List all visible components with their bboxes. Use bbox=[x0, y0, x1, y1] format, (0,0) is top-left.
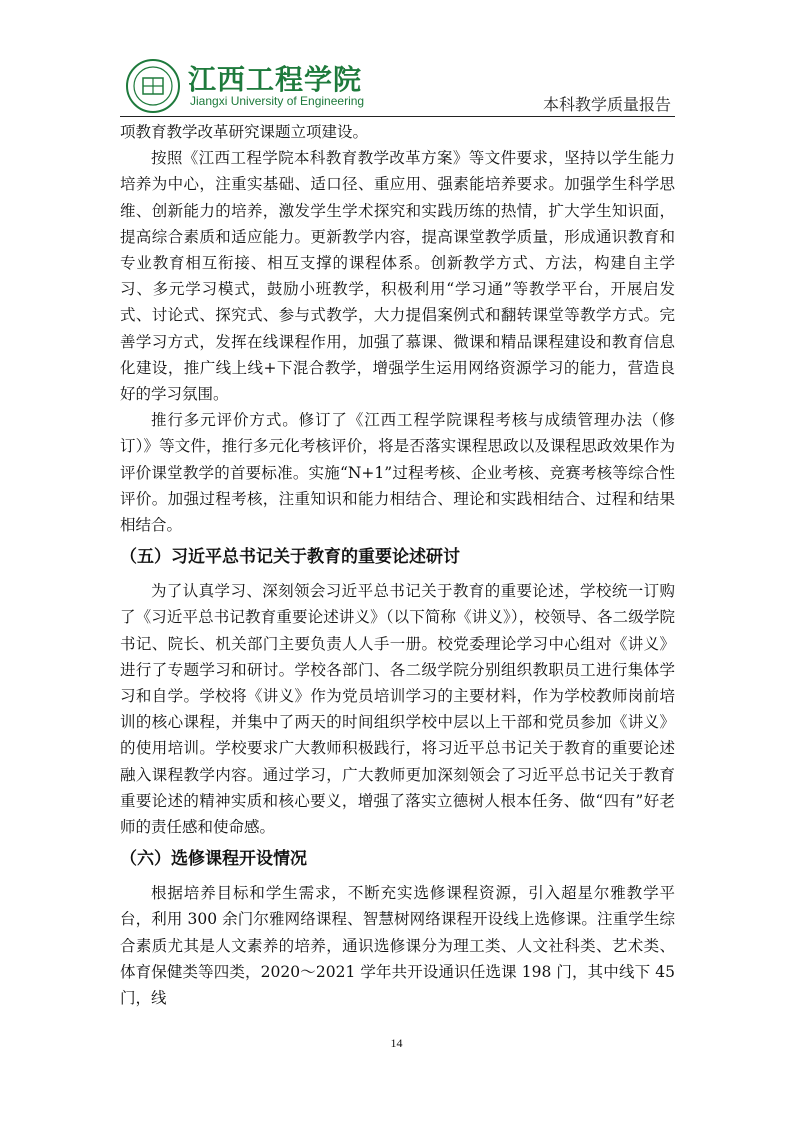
university-name-cn: 江西工程学院 bbox=[188, 63, 363, 96]
report-title: 本科教学质量报告 bbox=[542, 95, 671, 114]
section-heading-5: （五）习近平总书记关于教育的重要论述研讨 bbox=[120, 547, 460, 568]
university-name-en: Jiangxi University of Engineering bbox=[190, 94, 365, 108]
page-header bbox=[120, 58, 675, 114]
paragraph-continued: 项教育教学改革研究课题立项建设。 bbox=[120, 123, 369, 141]
paragraph-study: 为了认真学习、深刻领会习近平总书记关于教育的重要论述，学校统一订购了《习近平总书记教育重要论述讲义》（以下简称《讲义》），校领导、各二级学院书记、院长、机关部门主要负责人人手一册。校党委理论学习中心组对《讲义》进行了专题学习和研讨。学校各部门、各二级学院分别组织教职员工进行集体学习和自学。学校将《讲义》作为党员培训学习的主要材料，作为学校教师岗前培训的核心课程，并集中了两天的时间组织学校中层以上干部和党员参加《讲义》的使用培训。学校要求广大教师积极践行，将习近平总书记关于教育的重要论述融入课程教学内容。通过学习，广大教师更加深刻领会了习近平总书记关于教育重要论述的精神实质和核心要义，增强了落实立德树人根本任务、做“四有”好老师的责任感和使命感。 bbox=[120, 582, 675, 837]
header-divider bbox=[120, 116, 675, 117]
page-body bbox=[120, 119, 675, 1011]
university-seal-icon bbox=[125, 58, 181, 114]
paragraph-teaching-reform: 按照《江西工程学院本科教育教学改革方案》等文件要求，坚持以学生能力培养为中心，注重实基础、适口径、重应用、强素能培养要求。加强学生科学思维、创新能力的培养，激发学生学术探究和实践历练的热情，扩大学生知识面，提高综合素质和适应能力。更新教学内容，提高课堂教学质量，形成通识教育和专业教育相互衔接、相互支撑的课程体系。创新教学方式、方法，构建自主学习、多元学习模式，鼓励小班教学，积极利用“学习通”等教学平台，开展启发式、讨论式、探究式、参与式教学，大力提倡案例式和翻转课堂等教学方式。完善学习方式，发挥在线课程作用，加强了慕课、微课和精品课程建设和教育信息化建设，推广线上线+下混合教学，增强学生运用网络资源学习的能力，营造良好的学习氛围。 bbox=[120, 149, 675, 404]
section-heading-6: （六）选修课程开设情况 bbox=[120, 849, 307, 870]
page-number: 14 bbox=[390, 1036, 403, 1050]
paragraph-electives: 根据培养目标和学生需求，不断充实选修课程资源，引入超星尔雅教学平台，利用 300 余门尔雅网络课程、智慧树网络课程开设线上选修课。注重学生综合素质尤其是人文素养的培养，通识选修课分为理工类、人文社科类、艺术类、体育保健类等四类，2020～2021 学年共开设通识任选课 198 门，其中线下 45 门，线 bbox=[120, 884, 675, 1008]
paragraph-evaluation: 推行多元评价方式。修订了《江西工程学院课程考核与成绩管理办法（修订）》等文件，推行多元化考核评价，将是否落实课程思政以及课程思政效果作为评价课堂教学的首要标准。实施“N+1”过程考核、企业考核、竞赛考核等综合性评价。加强过程考核，注重知识和能力相结合、理论和实践相结合、过程和结果相结合。 bbox=[120, 411, 675, 535]
